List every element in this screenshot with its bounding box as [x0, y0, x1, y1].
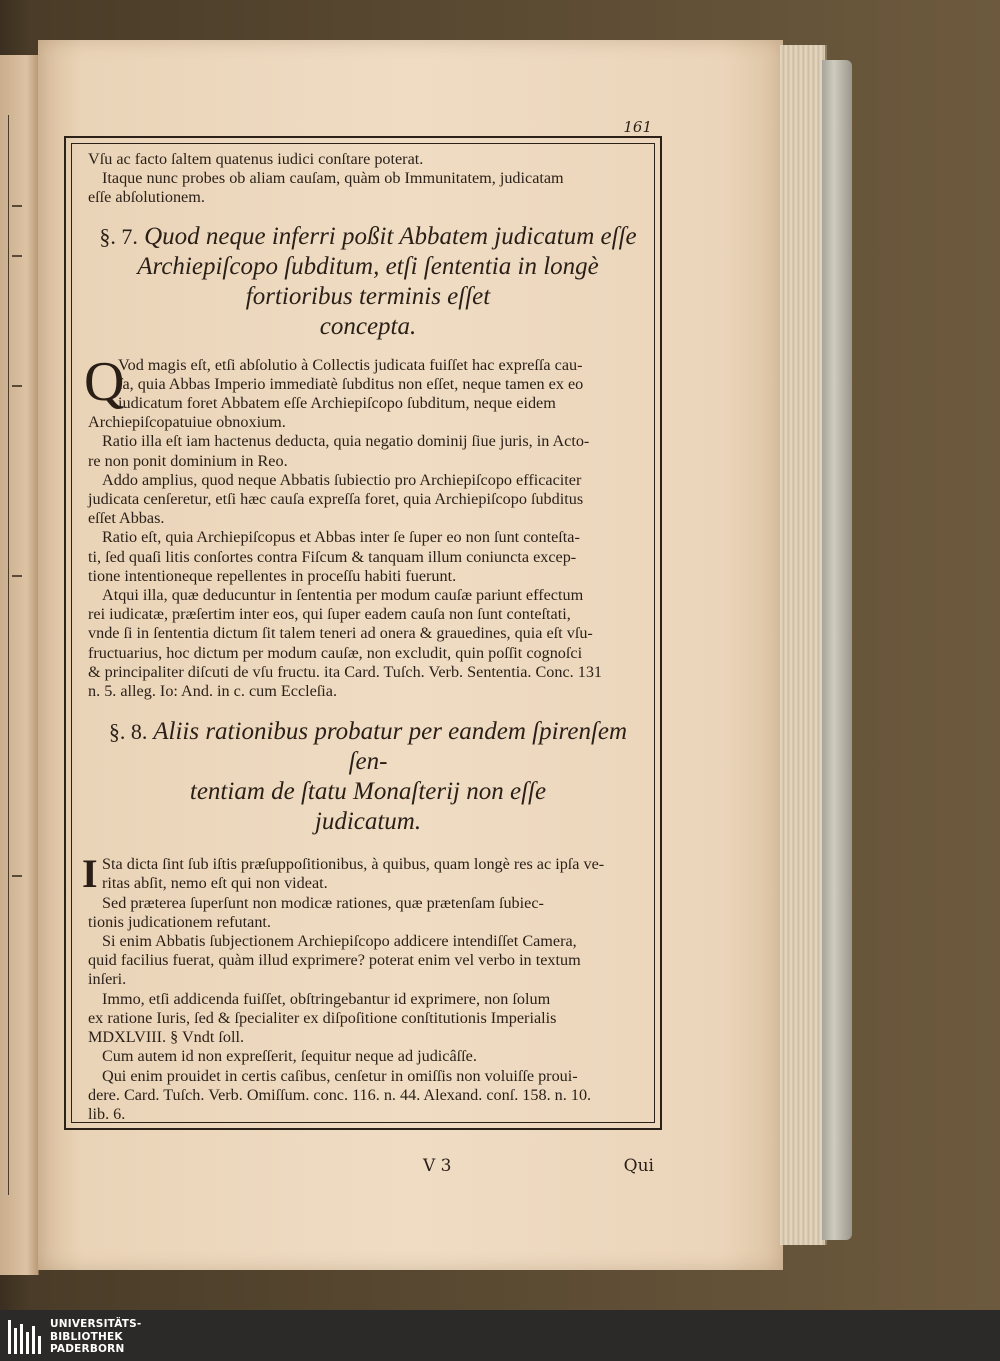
text-line: Qui enim prouidet in certis caſibus, cenſetur in omiſſis non voluiſſe proui-: [102, 1066, 578, 1085]
text-line: ti, ſed quaſi litis conſortes contra Fiſcum & tanquam illum coniuncta excep-: [88, 547, 577, 566]
text-line: fructuarius, hoc dictum per modum cauſæ, non excludit, quin poſſit cognoſci: [88, 643, 583, 662]
library-name-line: PADERBORN: [50, 1343, 125, 1355]
catchword: Qui: [623, 1156, 654, 1176]
text-line: Immo, etſi addicenda fuiſſet, obſtringebantur id exprimere, non ſolum: [102, 989, 551, 1008]
paragraph: [88, 990, 648, 1048]
drop-cap: Q: [84, 350, 125, 413]
library-logo-icon: [8, 1320, 42, 1354]
heading-line: fortioribus terminis eſſet: [245, 282, 491, 310]
paragraph: [88, 894, 648, 932]
paragraph: [88, 528, 648, 586]
text-line: Vod magis eſt, etſi abſolutio à Collectis judicata fuiſſet hac expreſſa cau-: [118, 355, 583, 374]
text-line: vnde ſi in ſententia dictum ſit talem teneri ad onera & grauedines, quia eſt vſu-: [88, 624, 593, 643]
heading-line: Aliis rationibus probatur per eandem ſpirenſem ſen-: [153, 718, 628, 776]
paragraph: [88, 1067, 648, 1125]
text-line: ritas abſit, nemo eſt qui non videat.: [102, 874, 328, 893]
paragraph: [88, 471, 648, 529]
text-line: Ratio illa eſt iam hactenus deducta, quia negatio dominij ſiue juris, in Acto-: [102, 432, 590, 451]
heading-line: concepta.: [319, 312, 417, 340]
paragraph-with-dropcap: [82, 851, 648, 897]
heading-line: Quod neque inferri poßit Abbatem judicatum eſſe: [144, 222, 637, 250]
text-line: tionis judicationem refutant.: [88, 912, 271, 931]
paragraph: [88, 586, 648, 701]
text-frame: [64, 118, 662, 1176]
text-line: quid facilius fuerat, quàm illud exprimere? poterat enim vel verbo in textum: [88, 951, 581, 970]
paragraph: [88, 1047, 648, 1066]
library-name: [50, 1318, 141, 1356]
paragraph: [88, 932, 648, 990]
left-page-edge: [0, 55, 39, 1275]
text-line: Cum autem id non expreſſerit, ſequitur neque ad judicâſſe.: [102, 1047, 477, 1066]
text-line: iudicatum foret Abbatem eſſe Archiepiſcopo ſubditum, neque eidem: [118, 394, 556, 413]
text-line: dere. Card. Tuſch. Verb. Omiſſum. conc. 116. n. 44. Alexand. conſ. 158. n. 10.: [88, 1085, 592, 1104]
text-line: Addo amplius, quod neque Abbatis ſubiectio pro Archiepiſcopo efficaciter: [102, 470, 582, 489]
text-line: tione intentioneque repellentes in proceſſu habiti fuerunt.: [88, 566, 457, 585]
text-line: ſa, quia Abbas Imperio immediatè ſubditus non eſſet, neque tamen ex eo: [118, 374, 584, 393]
section-heading-8: [88, 717, 648, 837]
library-name-line: BIBLIOTHEK: [50, 1330, 123, 1343]
page-text: [82, 150, 648, 1124]
text-line: Archiepiſcopatuiue obnoxium.: [88, 413, 286, 432]
text-line: judicata cenſeretur, etſi hæc cauſa expreſſa foret, quia Archiepiſcopo ſubditus: [88, 490, 584, 509]
text-line: Vſu ac facto ſaltem quatenus iudici conſtare poterat.: [88, 150, 424, 168]
text-line: Si enim Abbatis ſubjectionem Archiepiſcopo addicere intendiſſet Camera,: [102, 932, 577, 951]
text-line: re non ponit dominium in Reo.: [88, 451, 288, 470]
text-line: Sta dicta ſint ſub iſtis præſuppoſitionibus, à quibus, quam longè res ac ipſa ve-: [102, 855, 605, 874]
text-line: Atqui illa, quæ deducuntur in ſententia per modum cauſæ pariunt effectum: [102, 586, 584, 605]
library-footer-bar: [0, 1310, 1000, 1361]
page-number: 161: [623, 118, 652, 136]
text-line: inſeri.: [88, 970, 127, 989]
book-cover-edge: [822, 60, 852, 1240]
page-fore-edge: [780, 45, 827, 1245]
heading-line: judicatum.: [314, 808, 422, 836]
section-number: §. 7.: [99, 223, 138, 249]
signature-mark: V 3: [423, 1156, 452, 1176]
section-number: §. 8.: [108, 719, 148, 745]
paragraph-with-dropcap: [84, 350, 648, 414]
text-line: Itaque nunc probes ob aliam cauſam, quàm ob Immunitatem, judicatam: [102, 169, 564, 188]
text-line: rei iudicatæ, præſertim inter eos, qui ſuper eadem cauſa non ſunt conteſtati,: [88, 605, 571, 624]
heading-line: Archiepiſcopo ſubditum, etſi ſententia in longè: [137, 252, 599, 280]
section-heading-7: [88, 222, 648, 342]
text-line: n. 5. alleg. Io: And. in c. cum Eccleſia.: [88, 682, 338, 701]
text-line: & principaliter diſcuti de vſu fructu. ita Card. Tuſch. Verb. Sententia. Conc. 131: [88, 662, 603, 681]
text-line: eſſe abſolutionem.: [88, 188, 205, 207]
text-line: eſſet Abbas.: [88, 509, 165, 528]
text-line: ex ratione Iuris, ſed & ſpecialiter ex diſpoſitione conſtitutionis Imperialis: [88, 1008, 557, 1027]
text-line: MDXLVIII. § Vndt ſoll.: [88, 1028, 245, 1047]
heading-line: tentiam de ſtatu Monaſterij non eſſe: [189, 778, 547, 806]
paragraph: [88, 432, 648, 470]
library-name-line: UNIVERSITÄTS-: [50, 1318, 142, 1330]
text-line: Ratio eſt, quia Archiepiſcopus et Abbas inter ſe ſuper eo non ſunt conteſta-: [102, 528, 580, 547]
drop-cap: I: [82, 851, 98, 897]
text-line: Sed præterea ſuperſunt non modicæ rationes, quæ prætenſam ſubiec-: [102, 893, 544, 912]
text-line: lib. 6.: [88, 1104, 126, 1123]
